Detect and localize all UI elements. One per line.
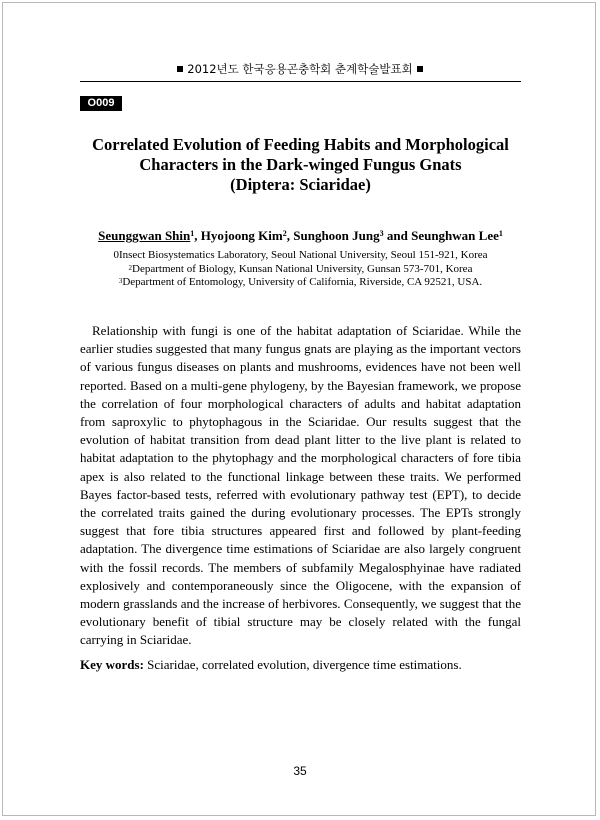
running-header <box>0 61 600 77</box>
author-separator: and <box>383 228 412 243</box>
square-bullet-icon <box>417 66 423 72</box>
author-affil-mark: 1 <box>498 229 503 238</box>
affiliation-mark: 2 <box>128 263 133 272</box>
author-list <box>80 228 521 244</box>
author-affil-mark: 2 <box>282 229 287 238</box>
abstract-body: Relationship with fungi is one of the habitat adaptation of Sciaridae. While the earlier studies suggested that many fungus gnats are playing as the important vectors of various fungus diseases on plants and mushrooms, evidences have not been well reported. Based on a multi-gene phylogeny, by the Bayesian framework, we propose the correlation of four morphological characters of adults and habitat adaptation from saproxylic to phytophagous in the Sciaridae. Our results suggest that the evolution of habitat transition from dead plant litter to the live plant is related to habitat adaptation to the phytophagy and the morphological characters of fore tibia apex is also related to the functional linkage between these traits. We performed Bayes factor-based tests, referred with evolutionary pathway test (EPT), to decide the correlated traits gained the during evolutionary processes. The EPTs strongly suggest that fore tibia structures appeared first and followed by plant-feeding adaptation. The divergence time estimations of Sciaridae are also largely congruent with the fossil records. The members of subfamily Megalosphyinae have radiated explosively and contemporaneously since the Oligocene, with the expansion of modern grasslands and the increase of herbivores. Consequently, we suggest that the evolutionary benefit of tibial structure may be closely related with the fungal carrying in Sciaridae. <box>80 323 521 648</box>
affiliation-text: Department of Entomology, University of California, Riverside, CA 92521, USA. <box>122 276 483 288</box>
author-name: Seunggwan Shin <box>98 228 191 243</box>
header-text: 2012년도 한국응용곤충학회 춘계학술발표회 <box>187 62 413 76</box>
affiliation <box>80 263 521 277</box>
abstract-id-badge: O009 <box>80 96 122 111</box>
author-name: Hyojoong Kim <box>200 228 283 243</box>
affiliation-text: 0Insect Biosystematics Laboratory, Seoul National University, Seoul 151-921, Korea <box>113 249 488 261</box>
title-line: Correlated Evolution of Feeding Habits and Morphological <box>92 135 509 154</box>
keywords-text: Sciaridae, correlated evolution, divergence time estimations. <box>143 657 462 672</box>
affiliation-text: Department of Biology, Kunsan National University, Gunsan 573-701, Korea <box>132 262 473 275</box>
header-rule <box>80 81 521 82</box>
affiliation <box>80 276 521 290</box>
author-separator: , <box>194 228 201 243</box>
affiliation <box>80 249 521 263</box>
author-name: Seunghwan Lee <box>411 228 499 243</box>
affiliation-list <box>80 249 521 290</box>
author-name: Sunghoon Jung <box>293 228 380 243</box>
paper-title <box>80 135 521 195</box>
author-affil-mark: 1 <box>190 229 195 238</box>
title-line: Characters in the Dark-winged Fungus Gnats <box>139 155 462 174</box>
keywords <box>80 656 521 674</box>
author-separator: , <box>286 228 294 243</box>
title-line: (Diptera: Sciaridae) <box>230 175 371 194</box>
author-affil-mark: 3 <box>379 229 384 238</box>
keywords-label: Key words: <box>80 657 144 672</box>
square-bullet-icon <box>177 66 183 72</box>
affiliation-mark: 3 <box>118 277 123 285</box>
page-number: 35 <box>293 764 307 778</box>
